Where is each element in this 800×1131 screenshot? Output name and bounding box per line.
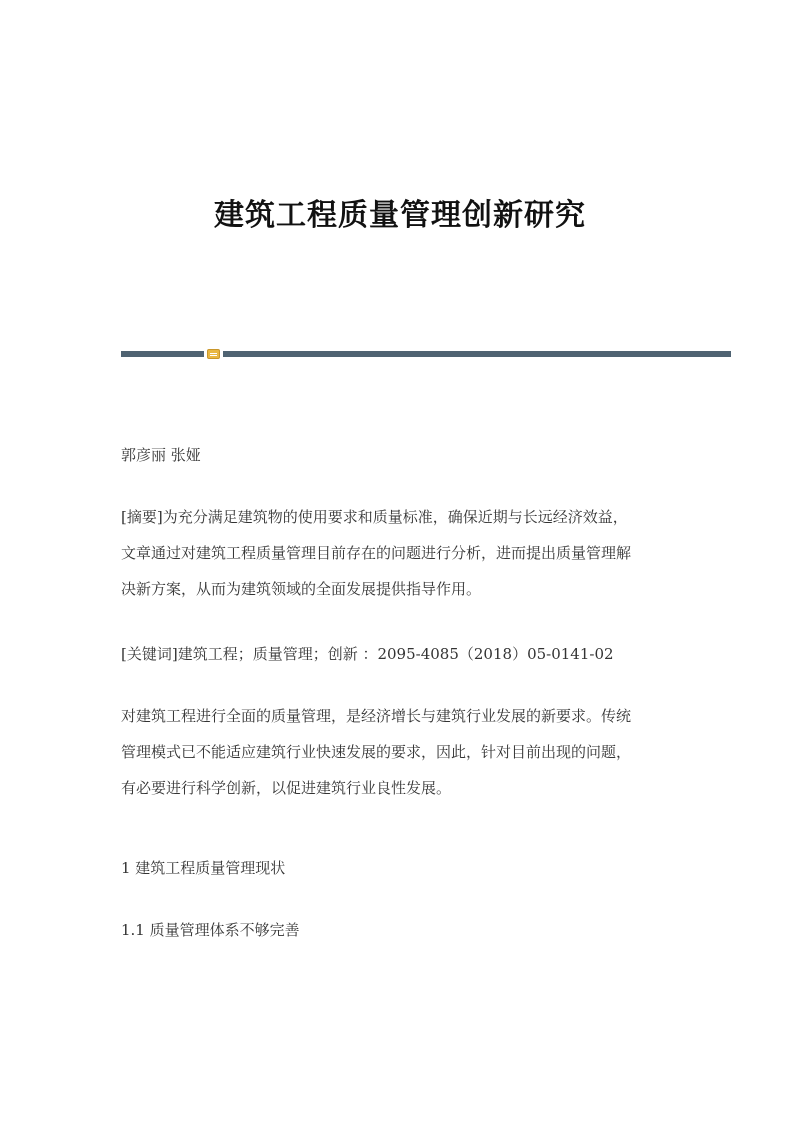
authors: [121, 437, 681, 473]
divider-bar-left: [121, 351, 204, 357]
intro-line: 有必要进行科学创新，以促进建筑行业良性发展。: [121, 779, 452, 797]
section-heading-1-1: [121, 912, 681, 948]
abstract-line: 决新方案，从而为建筑领域的全面发展提供指导作用。: [121, 580, 482, 598]
intro-line: 对建筑工程进行全面的质量管理，是经济增长与建筑行业发展的新要求。传统: [121, 707, 632, 725]
section-heading-1-text: 1 建筑工程质量管理现状: [121, 859, 286, 877]
divider-bar-right: [223, 351, 731, 357]
keywords-text: [关键词]建筑工程；质量管理；创新 ：2095-4085（2018）05-0141-02: [121, 645, 614, 663]
authors-text: 郭彦丽 张娅: [121, 446, 201, 464]
title-divider: [121, 349, 731, 359]
abstract: [121, 499, 681, 607]
divider-ornament-icon: [207, 349, 220, 359]
section-heading-1: [121, 850, 681, 886]
abstract-line: 文章通过对建筑工程质量管理目前存在的问题进行分析，进而提出质量管理解: [121, 544, 632, 562]
document-title: 建筑工程质量管理创新研究: [214, 198, 586, 233]
intro-paragraph: [121, 698, 681, 806]
intro-line: 管理模式已不能适应建筑行业快速发展的要求，因此，针对目前出现的问题，: [121, 743, 632, 761]
keywords: [121, 636, 681, 672]
section-heading-1-1-text: 1.1 质量管理体系不够完善: [121, 921, 300, 939]
abstract-line: [摘要]为充分满足建筑物的使用要求和质量标准，确保近期与长远经济效益，: [121, 508, 628, 526]
